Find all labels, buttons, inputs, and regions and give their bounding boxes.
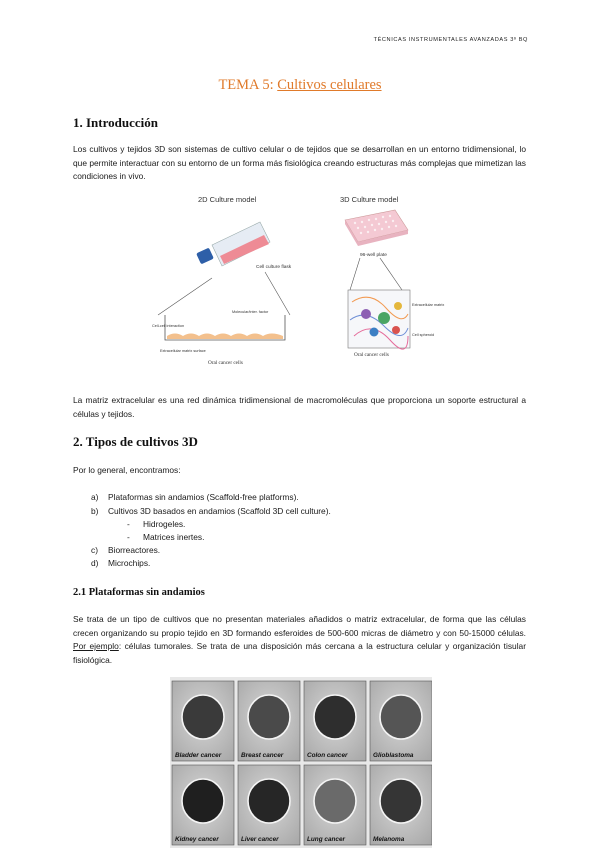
spheroid-panel — [172, 765, 234, 845]
monolayer-label: Extracellular matrix surface — [160, 349, 206, 353]
spheroid-micrograph-grid — [170, 677, 432, 848]
plataformas-paragraph: Se trata de un tipo de cultivos que no presentan materiales añadidos o matriz extracelular, de forma que las células crecen organizando su propio tejido en 3D formando esferoides de 500-600 micras de diámetro y con 50-15000 células. Por ejemplo: células tumorales. Se trata de una disposición más cercana a la estructura celular y organización tisular fisiológica. — [73, 614, 526, 665]
spheroid-image — [380, 695, 422, 739]
spheroid-label: Bladder cancer — [175, 752, 222, 759]
spheroid-image — [182, 779, 224, 823]
spheroid-panel — [304, 681, 366, 761]
spheroid-label: Glioblastoma — [373, 752, 414, 759]
running-header: TÉCNICAS INSTRUMENTALES AVANZADAS 3º BQ — [373, 37, 528, 43]
spheroid-panel — [304, 765, 366, 845]
spheroid-image — [248, 695, 290, 739]
page-title — [0, 77, 600, 94]
spheroid-label: Kidney cancer — [175, 836, 219, 843]
spheroid-panel — [172, 681, 234, 761]
list-item: a) Plataformas sin andamios (Scaffold-free platforms). — [91, 492, 299, 502]
interaction-label: Cell-cell interaction — [152, 324, 185, 328]
oral-cells-left-label: Oral cancer cells — [208, 360, 243, 366]
spheroid-image — [314, 779, 356, 823]
spheroid-image — [314, 695, 356, 739]
title-topic: Cultivos celulares — [277, 77, 382, 93]
ecm-paragraph: La matriz extracelular es una red dinámica tridimensional de macromoléculas que proporciona un soporte estructural a células y tejidos. — [73, 395, 526, 419]
plate-label: 96-well plate — [360, 253, 387, 258]
molecular-label: Molecular/inter. factor — [232, 310, 269, 314]
ecm-label: Extracellular matrix — [412, 303, 445, 307]
3d-matrix-box — [348, 290, 410, 349]
sub-list-item: - Matrices inertes. — [127, 532, 205, 542]
spheroid-label: Cell spheroid — [412, 333, 435, 337]
list-item: b) Cultivos 3D basados en andamios (Scaffold 3D cell culture). — [91, 506, 331, 516]
well-plate-illustration — [345, 210, 408, 246]
tipos-intro: Por lo general, encontramos: — [73, 465, 181, 475]
culture-model-figure — [140, 190, 460, 375]
list-item: d) Microchips. — [91, 558, 151, 568]
spheroid-panel — [370, 681, 432, 761]
section-heading-introduccion: 1. Introducción — [73, 115, 158, 130]
section-heading-tipos: 2. Tipos de cultivos 3D — [73, 434, 198, 449]
title-prefix: TEMA 5: — [218, 77, 274, 93]
spheroid-panel — [238, 765, 300, 845]
flask-label: Cell culture flask — [256, 265, 292, 270]
spheroid-panel — [370, 765, 432, 845]
spheroid-image — [182, 695, 224, 739]
oral-cells-right-label: Oral cancer cells — [354, 352, 389, 358]
fig-left-title: 2D Culture model — [198, 195, 257, 204]
spheroid-label: Melanoma — [373, 836, 405, 843]
sub-list-item: - Hidrogeles. — [127, 519, 186, 529]
spheroid-image — [248, 779, 290, 823]
spheroid-label: Liver cancer — [241, 836, 279, 843]
fig-right-title: 3D Culture model — [340, 195, 399, 204]
example-label: Por ejemplo — [73, 641, 119, 652]
spheroid-label: Lung cancer — [307, 836, 345, 843]
spheroid-label: Colon cancer — [307, 752, 348, 759]
spheroid-label: Breast cancer — [241, 752, 284, 759]
subsection-heading-plataformas: 2.1 Plataformas sin andamios — [73, 587, 205, 598]
spheroid-panel — [238, 681, 300, 761]
intro-paragraph: Los cultivos y tejidos 3D son sistemas de cultivo celular o de tejidos que se desarrollan en un entorno tridimensional, lo que permite interactuar con su entorno de un forma más fisiológica creando estructuras más complejas que mimetizan las condiciones in vivo. — [73, 144, 526, 182]
flask-illustration — [196, 222, 270, 266]
list-item: c) Biorreactores. — [91, 545, 161, 555]
spheroid-image — [380, 779, 422, 823]
